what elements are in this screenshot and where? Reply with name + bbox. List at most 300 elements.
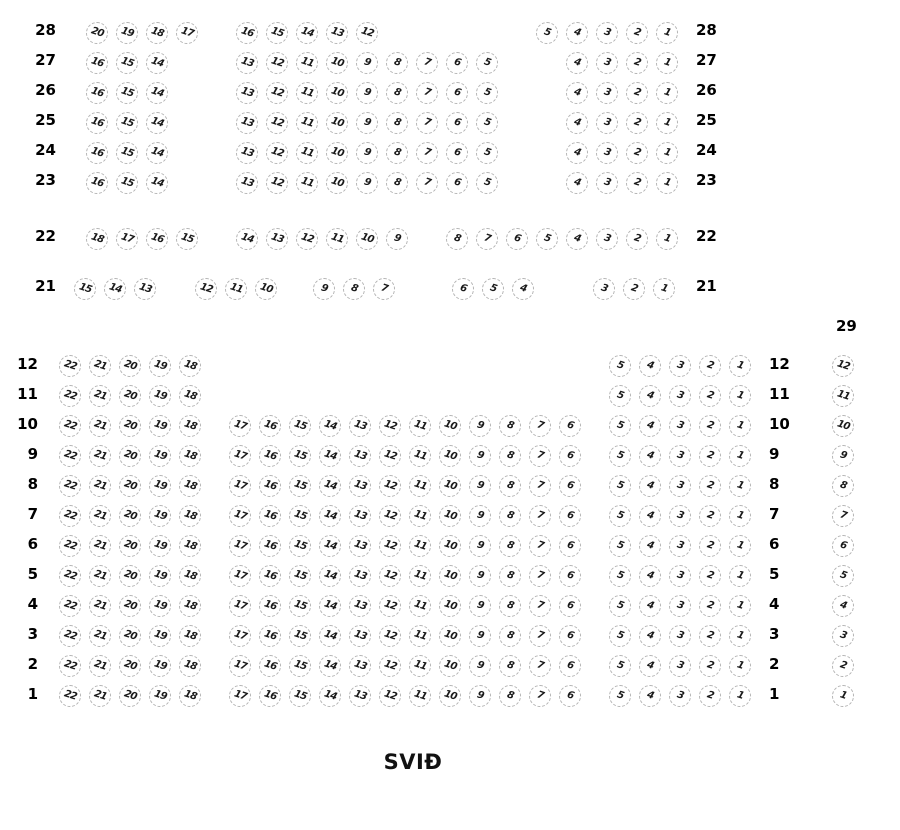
seat-r21-s6[interactable] bbox=[452, 278, 474, 300]
seat-r9-s7[interactable] bbox=[529, 445, 551, 467]
seat-r21-s1[interactable] bbox=[653, 278, 675, 300]
seat-r3-s14[interactable] bbox=[319, 625, 341, 647]
seat-r1-s5[interactable] bbox=[609, 685, 631, 707]
seat-r21-s4[interactable] bbox=[512, 278, 534, 300]
seat-r10-s15[interactable] bbox=[289, 415, 311, 437]
seat-r5-s18[interactable] bbox=[179, 565, 201, 587]
seat-r11-s19[interactable] bbox=[149, 385, 171, 407]
seat-r2-s3[interactable] bbox=[669, 655, 691, 677]
seat-r8-s4[interactable] bbox=[639, 475, 661, 497]
seat-r8-s10[interactable] bbox=[439, 475, 461, 497]
seat-r9-s16[interactable] bbox=[259, 445, 281, 467]
seat-r26-s13[interactable] bbox=[236, 82, 258, 104]
seat-r23-s15[interactable] bbox=[116, 172, 138, 194]
seat-r26-s16[interactable] bbox=[86, 82, 108, 104]
seat-r24-s2[interactable] bbox=[626, 142, 648, 164]
seat-r8-s18[interactable] bbox=[179, 475, 201, 497]
seat-r24-s9[interactable] bbox=[356, 142, 378, 164]
seat-r25-s12[interactable] bbox=[266, 112, 288, 134]
seat-r7-s14[interactable] bbox=[319, 505, 341, 527]
seat-r24-s15[interactable] bbox=[116, 142, 138, 164]
seat-r8-s22[interactable] bbox=[59, 475, 81, 497]
seat-r5-s19[interactable] bbox=[149, 565, 171, 587]
seat-r1-s18[interactable] bbox=[179, 685, 201, 707]
seat-r23-s9[interactable] bbox=[356, 172, 378, 194]
seat-r6-s3[interactable] bbox=[669, 535, 691, 557]
seat-r10-s13[interactable] bbox=[349, 415, 371, 437]
seat-r21-s3[interactable] bbox=[593, 278, 615, 300]
seat-r28-s1[interactable] bbox=[656, 22, 678, 44]
seat-r4-s19[interactable] bbox=[149, 595, 171, 617]
seat-r29-s1[interactable] bbox=[832, 685, 854, 707]
seat-r4-s9[interactable] bbox=[469, 595, 491, 617]
seat-r23-s3[interactable] bbox=[596, 172, 618, 194]
seat-r21-s8[interactable] bbox=[343, 278, 365, 300]
seat-r28-s4[interactable] bbox=[566, 22, 588, 44]
seat-r27-s11[interactable] bbox=[296, 52, 318, 74]
seat-r4-s3[interactable] bbox=[669, 595, 691, 617]
seat-r9-s4[interactable] bbox=[639, 445, 661, 467]
seat-r26-s3[interactable] bbox=[596, 82, 618, 104]
seat-r11-s3[interactable] bbox=[669, 385, 691, 407]
seat-r2-s19[interactable] bbox=[149, 655, 171, 677]
seat-r2-s6[interactable] bbox=[559, 655, 581, 677]
seat-r9-s18[interactable] bbox=[179, 445, 201, 467]
seat-r5-s11[interactable] bbox=[409, 565, 431, 587]
seat-r23-s4[interactable] bbox=[566, 172, 588, 194]
seat-r4-s2[interactable] bbox=[699, 595, 721, 617]
seat-r6-s22[interactable] bbox=[59, 535, 81, 557]
seat-r8-s5[interactable] bbox=[609, 475, 631, 497]
seat-r27-s6[interactable] bbox=[446, 52, 468, 74]
seat-r12-s19[interactable] bbox=[149, 355, 171, 377]
seat-r11-s22[interactable] bbox=[59, 385, 81, 407]
seat-r28-s2[interactable] bbox=[626, 22, 648, 44]
seat-r2-s18[interactable] bbox=[179, 655, 201, 677]
seat-r24-s12[interactable] bbox=[266, 142, 288, 164]
seat-r24-s4[interactable] bbox=[566, 142, 588, 164]
seat-r3-s16[interactable] bbox=[259, 625, 281, 647]
seat-r5-s8[interactable] bbox=[499, 565, 521, 587]
seat-r7-s5[interactable] bbox=[609, 505, 631, 527]
seat-r22-s17[interactable] bbox=[116, 228, 138, 250]
seat-r4-s1[interactable] bbox=[729, 595, 751, 617]
seat-r2-s12[interactable] bbox=[379, 655, 401, 677]
seat-r5-s3[interactable] bbox=[669, 565, 691, 587]
seat-r26-s2[interactable] bbox=[626, 82, 648, 104]
seat-r25-s4[interactable] bbox=[566, 112, 588, 134]
seat-r28-s3[interactable] bbox=[596, 22, 618, 44]
seat-r10-s6[interactable] bbox=[559, 415, 581, 437]
seat-r6-s20[interactable] bbox=[119, 535, 141, 557]
seat-r6-s17[interactable] bbox=[229, 535, 251, 557]
seat-r6-s7[interactable] bbox=[529, 535, 551, 557]
seat-r25-s14[interactable] bbox=[146, 112, 168, 134]
seat-r1-s8[interactable] bbox=[499, 685, 521, 707]
seat-r4-s17[interactable] bbox=[229, 595, 251, 617]
seat-r10-s5[interactable] bbox=[609, 415, 631, 437]
seat-r26-s14[interactable] bbox=[146, 82, 168, 104]
seat-r27-s1[interactable] bbox=[656, 52, 678, 74]
seat-r22-s6[interactable] bbox=[506, 228, 528, 250]
seat-r4-s4[interactable] bbox=[639, 595, 661, 617]
seat-r5-s15[interactable] bbox=[289, 565, 311, 587]
seat-r2-s20[interactable] bbox=[119, 655, 141, 677]
seat-r10-s1[interactable] bbox=[729, 415, 751, 437]
seat-r9-s21[interactable] bbox=[89, 445, 111, 467]
seat-r10-s4[interactable] bbox=[639, 415, 661, 437]
seat-r9-s17[interactable] bbox=[229, 445, 251, 467]
seat-r12-s4[interactable] bbox=[639, 355, 661, 377]
seat-r7-s22[interactable] bbox=[59, 505, 81, 527]
seat-r9-s5[interactable] bbox=[609, 445, 631, 467]
seat-r10-s9[interactable] bbox=[469, 415, 491, 437]
seat-r2-s22[interactable] bbox=[59, 655, 81, 677]
seat-r2-s21[interactable] bbox=[89, 655, 111, 677]
seat-r25-s5[interactable] bbox=[476, 112, 498, 134]
seat-r10-s14[interactable] bbox=[319, 415, 341, 437]
seat-r8-s7[interactable] bbox=[529, 475, 551, 497]
seat-r3-s18[interactable] bbox=[179, 625, 201, 647]
seat-r9-s9[interactable] bbox=[469, 445, 491, 467]
seat-r6-s14[interactable] bbox=[319, 535, 341, 557]
seat-r12-s1[interactable] bbox=[729, 355, 751, 377]
seat-r24-s1[interactable] bbox=[656, 142, 678, 164]
seat-r24-s16[interactable] bbox=[86, 142, 108, 164]
seat-r9-s8[interactable] bbox=[499, 445, 521, 467]
seat-r3-s21[interactable] bbox=[89, 625, 111, 647]
seat-r4-s12[interactable] bbox=[379, 595, 401, 617]
seat-r2-s15[interactable] bbox=[289, 655, 311, 677]
seat-r6-s12[interactable] bbox=[379, 535, 401, 557]
seat-r1-s17[interactable] bbox=[229, 685, 251, 707]
seat-r29-s5[interactable] bbox=[832, 565, 854, 587]
seat-r24-s11[interactable] bbox=[296, 142, 318, 164]
seat-r12-s3[interactable] bbox=[669, 355, 691, 377]
seat-r26-s11[interactable] bbox=[296, 82, 318, 104]
seat-r3-s19[interactable] bbox=[149, 625, 171, 647]
seat-r9-s11[interactable] bbox=[409, 445, 431, 467]
seat-r6-s6[interactable] bbox=[559, 535, 581, 557]
seat-r27-s2[interactable] bbox=[626, 52, 648, 74]
seat-r8-s2[interactable] bbox=[699, 475, 721, 497]
seat-r25-s2[interactable] bbox=[626, 112, 648, 134]
seat-r7-s7[interactable] bbox=[529, 505, 551, 527]
seat-r1-s12[interactable] bbox=[379, 685, 401, 707]
seat-r23-s1[interactable] bbox=[656, 172, 678, 194]
seat-r9-s19[interactable] bbox=[149, 445, 171, 467]
seat-r8-s6[interactable] bbox=[559, 475, 581, 497]
seat-r23-s13[interactable] bbox=[236, 172, 258, 194]
seat-r5-s20[interactable] bbox=[119, 565, 141, 587]
seat-r23-s8[interactable] bbox=[386, 172, 408, 194]
seat-r6-s21[interactable] bbox=[89, 535, 111, 557]
seat-r27-s8[interactable] bbox=[386, 52, 408, 74]
seat-r1-s11[interactable] bbox=[409, 685, 431, 707]
seat-r23-s6[interactable] bbox=[446, 172, 468, 194]
seat-r12-s18[interactable] bbox=[179, 355, 201, 377]
seat-r6-s11[interactable] bbox=[409, 535, 431, 557]
seat-r12-s22[interactable] bbox=[59, 355, 81, 377]
seat-r4-s18[interactable] bbox=[179, 595, 201, 617]
seat-r28-s19[interactable] bbox=[116, 22, 138, 44]
seat-r4-s5[interactable] bbox=[609, 595, 631, 617]
seat-r2-s13[interactable] bbox=[349, 655, 371, 677]
seat-r5-s16[interactable] bbox=[259, 565, 281, 587]
seat-r3-s17[interactable] bbox=[229, 625, 251, 647]
seat-r26-s15[interactable] bbox=[116, 82, 138, 104]
seat-r26-s9[interactable] bbox=[356, 82, 378, 104]
seat-r4-s14[interactable] bbox=[319, 595, 341, 617]
seat-r6-s8[interactable] bbox=[499, 535, 521, 557]
seat-r22-s18[interactable] bbox=[86, 228, 108, 250]
seat-r7-s6[interactable] bbox=[559, 505, 581, 527]
seat-r6-s2[interactable] bbox=[699, 535, 721, 557]
seat-r29-s7[interactable] bbox=[832, 505, 854, 527]
seat-r10-s18[interactable] bbox=[179, 415, 201, 437]
seat-r10-s2[interactable] bbox=[699, 415, 721, 437]
seat-r4-s6[interactable] bbox=[559, 595, 581, 617]
seat-r23-s16[interactable] bbox=[86, 172, 108, 194]
seat-r6-s19[interactable] bbox=[149, 535, 171, 557]
seat-r12-s20[interactable] bbox=[119, 355, 141, 377]
seat-r10-s16[interactable] bbox=[259, 415, 281, 437]
seat-r6-s5[interactable] bbox=[609, 535, 631, 557]
seat-r23-s14[interactable] bbox=[146, 172, 168, 194]
seat-r9-s22[interactable] bbox=[59, 445, 81, 467]
seat-r11-s2[interactable] bbox=[699, 385, 721, 407]
seat-r2-s1[interactable] bbox=[729, 655, 751, 677]
seat-r1-s14[interactable] bbox=[319, 685, 341, 707]
seat-r6-s4[interactable] bbox=[639, 535, 661, 557]
seat-r4-s21[interactable] bbox=[89, 595, 111, 617]
seat-r6-s16[interactable] bbox=[259, 535, 281, 557]
seat-r28-s18[interactable] bbox=[146, 22, 168, 44]
seat-r3-s5[interactable] bbox=[609, 625, 631, 647]
seat-r27-s3[interactable] bbox=[596, 52, 618, 74]
seat-r11-s5[interactable] bbox=[609, 385, 631, 407]
seat-r7-s12[interactable] bbox=[379, 505, 401, 527]
seat-r3-s8[interactable] bbox=[499, 625, 521, 647]
seat-r5-s17[interactable] bbox=[229, 565, 251, 587]
seat-r27-s13[interactable] bbox=[236, 52, 258, 74]
seat-r29-s9[interactable] bbox=[832, 445, 854, 467]
seat-r7-s19[interactable] bbox=[149, 505, 171, 527]
seat-r1-s9[interactable] bbox=[469, 685, 491, 707]
seat-r24-s13[interactable] bbox=[236, 142, 258, 164]
seat-r2-s14[interactable] bbox=[319, 655, 341, 677]
seat-r3-s4[interactable] bbox=[639, 625, 661, 647]
seat-r27-s5[interactable] bbox=[476, 52, 498, 74]
seat-r23-s12[interactable] bbox=[266, 172, 288, 194]
seat-r9-s15[interactable] bbox=[289, 445, 311, 467]
seat-r10-s10[interactable] bbox=[439, 415, 461, 437]
seat-r22-s5[interactable] bbox=[536, 228, 558, 250]
seat-r5-s4[interactable] bbox=[639, 565, 661, 587]
seat-r9-s13[interactable] bbox=[349, 445, 371, 467]
seat-r25-s15[interactable] bbox=[116, 112, 138, 134]
seat-r29-s6[interactable] bbox=[832, 535, 854, 557]
seat-r26-s6[interactable] bbox=[446, 82, 468, 104]
seat-r10-s22[interactable] bbox=[59, 415, 81, 437]
seat-r8-s3[interactable] bbox=[669, 475, 691, 497]
seat-r28-s12[interactable] bbox=[356, 22, 378, 44]
seat-r25-s13[interactable] bbox=[236, 112, 258, 134]
seat-r1-s4[interactable] bbox=[639, 685, 661, 707]
seat-r23-s10[interactable] bbox=[326, 172, 348, 194]
seat-r27-s7[interactable] bbox=[416, 52, 438, 74]
seat-r24-s10[interactable] bbox=[326, 142, 348, 164]
seat-r26-s8[interactable] bbox=[386, 82, 408, 104]
seat-r7-s13[interactable] bbox=[349, 505, 371, 527]
seat-r25-s7[interactable] bbox=[416, 112, 438, 134]
seat-r2-s9[interactable] bbox=[469, 655, 491, 677]
seat-r4-s15[interactable] bbox=[289, 595, 311, 617]
seat-r7-s8[interactable] bbox=[499, 505, 521, 527]
seat-r5-s21[interactable] bbox=[89, 565, 111, 587]
seat-r6-s10[interactable] bbox=[439, 535, 461, 557]
seat-r3-s15[interactable] bbox=[289, 625, 311, 647]
seat-r3-s6[interactable] bbox=[559, 625, 581, 647]
seat-r5-s22[interactable] bbox=[59, 565, 81, 587]
seat-r9-s6[interactable] bbox=[559, 445, 581, 467]
seat-r26-s10[interactable] bbox=[326, 82, 348, 104]
seat-r1-s6[interactable] bbox=[559, 685, 581, 707]
seat-r8-s14[interactable] bbox=[319, 475, 341, 497]
seat-r22-s7[interactable] bbox=[476, 228, 498, 250]
seat-r22-s2[interactable] bbox=[626, 228, 648, 250]
seat-r1-s16[interactable] bbox=[259, 685, 281, 707]
seat-r8-s20[interactable] bbox=[119, 475, 141, 497]
seat-r21-s15[interactable] bbox=[74, 278, 96, 300]
seat-r27-s16[interactable] bbox=[86, 52, 108, 74]
seat-r11-s18[interactable] bbox=[179, 385, 201, 407]
seat-r4-s10[interactable] bbox=[439, 595, 461, 617]
seat-r10-s17[interactable] bbox=[229, 415, 251, 437]
seat-r10-s19[interactable] bbox=[149, 415, 171, 437]
seat-r7-s4[interactable] bbox=[639, 505, 661, 527]
seat-r21-s13[interactable] bbox=[134, 278, 156, 300]
seat-r22-s13[interactable] bbox=[266, 228, 288, 250]
seat-r24-s8[interactable] bbox=[386, 142, 408, 164]
seat-r2-s10[interactable] bbox=[439, 655, 461, 677]
seat-r2-s4[interactable] bbox=[639, 655, 661, 677]
seat-r8-s17[interactable] bbox=[229, 475, 251, 497]
seat-r27-s15[interactable] bbox=[116, 52, 138, 74]
seat-r10-s20[interactable] bbox=[119, 415, 141, 437]
seat-r7-s18[interactable] bbox=[179, 505, 201, 527]
seat-r3-s7[interactable] bbox=[529, 625, 551, 647]
seat-r7-s20[interactable] bbox=[119, 505, 141, 527]
seat-r7-s17[interactable] bbox=[229, 505, 251, 527]
seat-r26-s4[interactable] bbox=[566, 82, 588, 104]
seat-r2-s7[interactable] bbox=[529, 655, 551, 677]
seat-r22-s14[interactable] bbox=[236, 228, 258, 250]
seat-r25-s10[interactable] bbox=[326, 112, 348, 134]
seat-r8-s1[interactable] bbox=[729, 475, 751, 497]
seat-r29-s11[interactable] bbox=[832, 385, 854, 407]
seat-r10-s8[interactable] bbox=[499, 415, 521, 437]
seat-r25-s1[interactable] bbox=[656, 112, 678, 134]
seat-r24-s6[interactable] bbox=[446, 142, 468, 164]
seat-r8-s9[interactable] bbox=[469, 475, 491, 497]
seat-r24-s5[interactable] bbox=[476, 142, 498, 164]
seat-r8-s13[interactable] bbox=[349, 475, 371, 497]
seat-r7-s10[interactable] bbox=[439, 505, 461, 527]
seat-r1-s10[interactable] bbox=[439, 685, 461, 707]
seat-r7-s3[interactable] bbox=[669, 505, 691, 527]
seat-r6-s18[interactable] bbox=[179, 535, 201, 557]
seat-r25-s6[interactable] bbox=[446, 112, 468, 134]
seat-r21-s12[interactable] bbox=[195, 278, 217, 300]
seat-r29-s3[interactable] bbox=[832, 625, 854, 647]
seat-r21-s2[interactable] bbox=[623, 278, 645, 300]
seat-r12-s2[interactable] bbox=[699, 355, 721, 377]
seat-r8-s21[interactable] bbox=[89, 475, 111, 497]
seat-r5-s2[interactable] bbox=[699, 565, 721, 587]
seat-r9-s12[interactable] bbox=[379, 445, 401, 467]
seat-r29-s10[interactable] bbox=[832, 415, 854, 437]
seat-r27-s12[interactable] bbox=[266, 52, 288, 74]
seat-r10-s11[interactable] bbox=[409, 415, 431, 437]
seat-r10-s3[interactable] bbox=[669, 415, 691, 437]
seat-r7-s16[interactable] bbox=[259, 505, 281, 527]
seat-r23-s7[interactable] bbox=[416, 172, 438, 194]
seat-r22-s1[interactable] bbox=[656, 228, 678, 250]
seat-r3-s10[interactable] bbox=[439, 625, 461, 647]
seat-r12-s5[interactable] bbox=[609, 355, 631, 377]
seat-r5-s5[interactable] bbox=[609, 565, 631, 587]
seat-r2-s2[interactable] bbox=[699, 655, 721, 677]
seat-r22-s12[interactable] bbox=[296, 228, 318, 250]
seat-r7-s21[interactable] bbox=[89, 505, 111, 527]
seat-r8-s15[interactable] bbox=[289, 475, 311, 497]
seat-r11-s4[interactable] bbox=[639, 385, 661, 407]
seat-r21-s11[interactable] bbox=[225, 278, 247, 300]
seat-r24-s3[interactable] bbox=[596, 142, 618, 164]
seat-r8-s11[interactable] bbox=[409, 475, 431, 497]
seat-r29-s2[interactable] bbox=[832, 655, 854, 677]
seat-r24-s14[interactable] bbox=[146, 142, 168, 164]
seat-r21-s10[interactable] bbox=[255, 278, 277, 300]
seat-r28-s17[interactable] bbox=[176, 22, 198, 44]
seat-r5-s7[interactable] bbox=[529, 565, 551, 587]
seat-r28-s13[interactable] bbox=[326, 22, 348, 44]
seat-r12-s21[interactable] bbox=[89, 355, 111, 377]
seat-r25-s8[interactable] bbox=[386, 112, 408, 134]
seat-r27-s4[interactable] bbox=[566, 52, 588, 74]
seat-r9-s3[interactable] bbox=[669, 445, 691, 467]
seat-r10-s21[interactable] bbox=[89, 415, 111, 437]
seat-r10-s7[interactable] bbox=[529, 415, 551, 437]
seat-r2-s11[interactable] bbox=[409, 655, 431, 677]
seat-r8-s8[interactable] bbox=[499, 475, 521, 497]
seat-r6-s15[interactable] bbox=[289, 535, 311, 557]
seat-r3-s22[interactable] bbox=[59, 625, 81, 647]
seat-r5-s10[interactable] bbox=[439, 565, 461, 587]
seat-r28-s20[interactable] bbox=[86, 22, 108, 44]
seat-r3-s12[interactable] bbox=[379, 625, 401, 647]
seat-r4-s11[interactable] bbox=[409, 595, 431, 617]
seat-r8-s19[interactable] bbox=[149, 475, 171, 497]
seat-r6-s13[interactable] bbox=[349, 535, 371, 557]
seat-r29-s4[interactable] bbox=[832, 595, 854, 617]
seat-r7-s15[interactable] bbox=[289, 505, 311, 527]
seat-r27-s10[interactable] bbox=[326, 52, 348, 74]
seat-r1-s7[interactable] bbox=[529, 685, 551, 707]
seat-r6-s9[interactable] bbox=[469, 535, 491, 557]
seat-r28-s16[interactable] bbox=[236, 22, 258, 44]
